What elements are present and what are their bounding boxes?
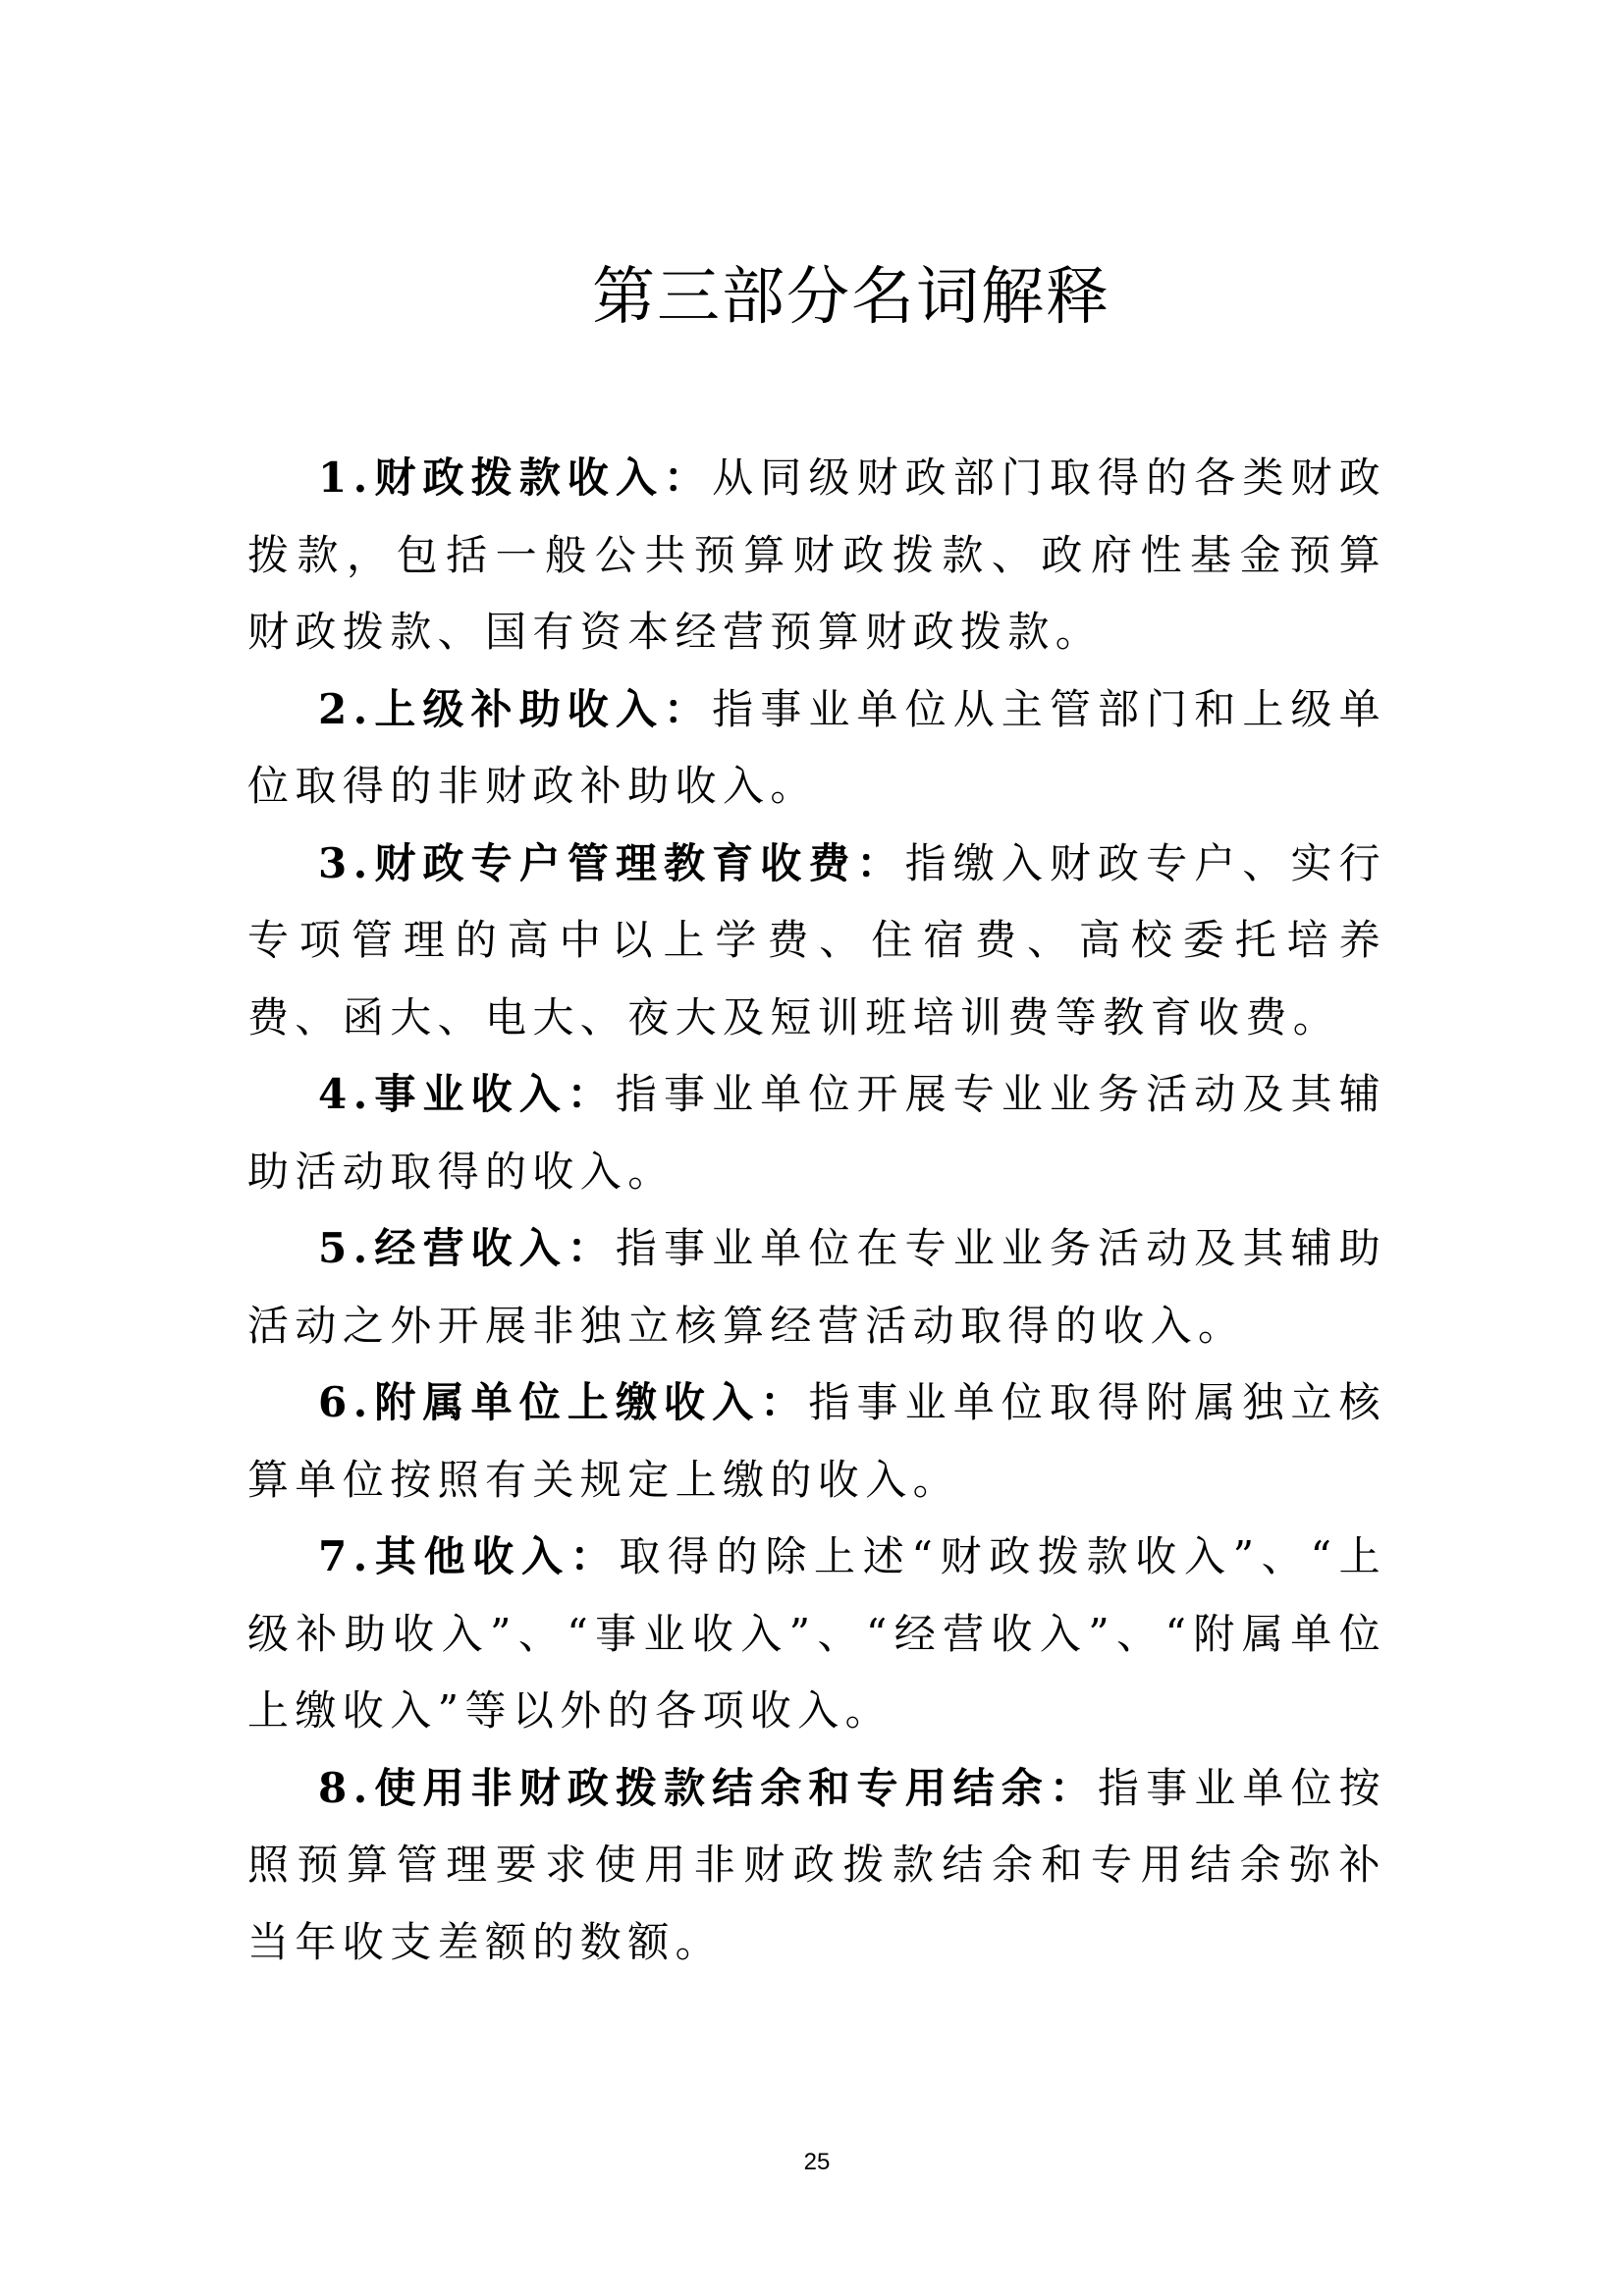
definition-item (247, 826, 1386, 1057)
definition-term: 5.经营收入： (318, 1224, 616, 1272)
page-number: 25 (803, 2149, 831, 2175)
definition-item (247, 440, 1386, 671)
page-title: 第三部分名词解释 (592, 261, 1110, 334)
definition-item (247, 1519, 1386, 1750)
definitions-list (247, 440, 1386, 1981)
definition-text: 取得的除上述“财政拨款收入”、“上级补助收入”、“事业收入”、“经营收入”、“附属单位上缴收入”等以外的各项收入。 (247, 1532, 1386, 1735)
definition-term: 8.使用非财政拨款结余和专用结余： (318, 1763, 1099, 1812)
definition-text: 指缴入财政专户、实行专项管理的高中以上学费、住宿费、高校委托培养费、函大、电大、夜大及短训班培训费等教育收费。 (247, 838, 1386, 1041)
definition-term: 7.其他收入： (318, 1532, 620, 1580)
definition-item (247, 1750, 1386, 1982)
definition-term: 3.财政专户管理教育收费： (318, 838, 905, 887)
definition-item (247, 1210, 1386, 1364)
definition-item (247, 1364, 1386, 1519)
definition-term: 2.上级补助收入： (318, 684, 713, 733)
definition-text: 指事业单位按照预算管理要求使用非财政拨款结余和专用结余弥补当年收支差额的数额。 (247, 1763, 1386, 1966)
definition-text: 指事业单位在专业业务活动及其辅助活动之外开展非独立核算经营活动取得的收入。 (247, 1224, 1386, 1350)
definition-text: 指事业单位开展专业业务活动及其辅助活动取得的收入。 (247, 1070, 1386, 1196)
definition-term: 1.财政拨款收入： (318, 454, 713, 502)
definition-text: 指事业单位从主管部门和上级单位取得的非财政补助收入。 (247, 684, 1386, 810)
definition-text: 指事业单位取得附属独立核算单位按照有关规定上缴的收入。 (247, 1378, 1386, 1504)
definition-item (247, 671, 1386, 826)
definition-item (247, 1056, 1386, 1210)
definition-term: 6.附属单位上缴收入： (318, 1378, 809, 1426)
definition-text: 从同级财政部门取得的各类财政拨款，包括一般公共预算财政拨款、政府性基金预算财政拨款、国有资本经营预算财政拨款。 (247, 454, 1386, 656)
definition-term: 4.事业收入： (318, 1070, 616, 1118)
